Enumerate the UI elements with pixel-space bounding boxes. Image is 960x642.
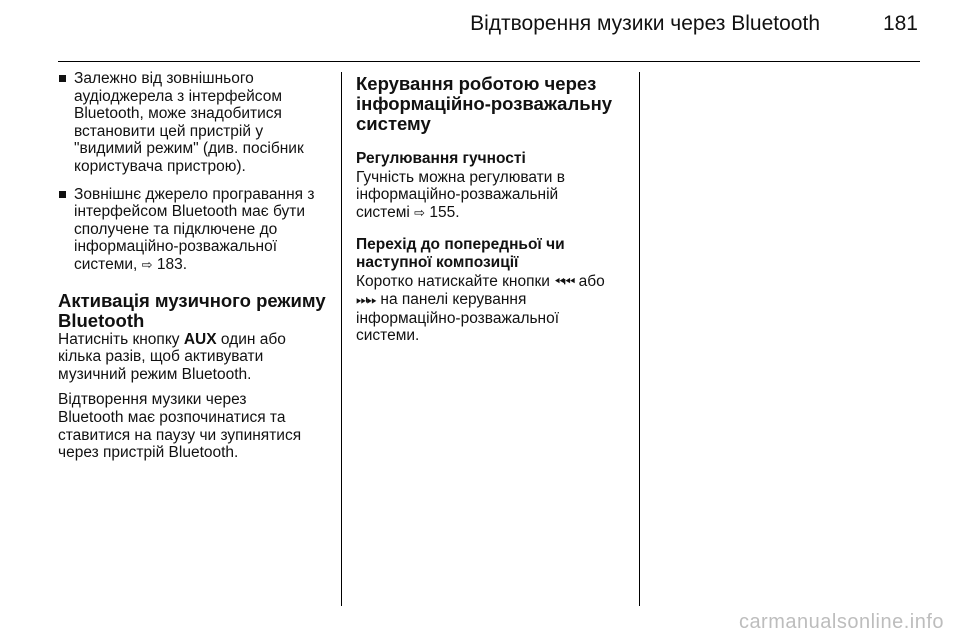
subheading-track: [356, 236, 628, 271]
text-line: інтерфейсом Bluetooth має бути: [74, 203, 306, 221]
column-divider-right: [639, 72, 640, 606]
text-line: [356, 273, 628, 292]
text-fragment: один або: [216, 330, 286, 348]
page-ref-link[interactable]: 155.: [425, 203, 460, 221]
previous-track-icon: ⏪︎⏮︎: [554, 274, 575, 290]
text-line: системи.: [356, 327, 420, 345]
text-line: сполучене та підключене до: [74, 220, 278, 238]
text-line: "видимий режим" (див. посібник: [74, 140, 304, 158]
text-line: ставитися на паузу чи зупинятися: [58, 426, 302, 444]
text-line: Відтворення музики через: [58, 391, 247, 409]
column-divider-left: [341, 72, 342, 606]
column-middle: [356, 70, 628, 353]
paragraph: [356, 169, 628, 223]
text-line: [356, 204, 628, 223]
text-line: інформаційно-розважальній: [356, 186, 559, 204]
section-heading-infotainment-control: [356, 74, 628, 134]
page-ref-link[interactable]: 183.: [152, 255, 188, 273]
heading-line: Bluetooth: [58, 309, 145, 331]
text-line: Зовнішнє джерело програвання з: [74, 185, 315, 203]
heading-line: систему: [356, 113, 431, 134]
text-line: [356, 291, 628, 310]
page-number: 181: [882, 12, 918, 35]
text-line: Bluetooth має розпочинатися та: [58, 408, 286, 426]
text-line: [74, 256, 338, 275]
heading-line: Перехід до попередньої чи: [356, 236, 565, 254]
text-line: встановити цей пристрій у: [74, 122, 264, 140]
text-line: Bluetooth, може знадобитися: [74, 105, 282, 123]
heading-line: Керування роботою через: [356, 73, 597, 94]
heading-line: інформаційно-розважальну: [356, 93, 613, 114]
heading-line: наступної композиції: [356, 253, 519, 271]
page-ref-arrow-icon: ⇨: [141, 257, 153, 273]
paragraph: [58, 391, 338, 461]
text-line: аудіоджерела з інтерфейсом: [74, 87, 282, 105]
column-left: [58, 70, 338, 470]
watermark: carmanualsonline.info: [738, 611, 944, 633]
bullet-item: [58, 70, 338, 176]
bullet-item: [58, 186, 338, 275]
text-line: кілька разів, щоб активувати: [58, 348, 264, 366]
text-line: користувача пристрою).: [74, 157, 246, 175]
text-fragment: Натисніть кнопку: [58, 330, 184, 348]
text-fragment: на панелі керування: [376, 291, 527, 309]
bullet-square-icon: [59, 75, 66, 82]
subheading-volume: Регулювання гучності: [356, 150, 526, 167]
section-heading-activate-bluetooth: [58, 291, 338, 331]
header-title: Відтворення музики через Bluetooth: [470, 12, 820, 35]
text-line: Гучність можна регулювати в: [356, 168, 565, 186]
paragraph: [58, 331, 338, 384]
paragraph: [356, 273, 628, 345]
header-rule: [58, 61, 920, 62]
text-line: інформаційно-розважальної: [356, 309, 560, 327]
text-fragment: або: [574, 272, 605, 290]
bullet-square-icon: [59, 191, 66, 198]
aux-button-label: AUX: [183, 330, 217, 348]
heading-line: Активація музичного режиму: [58, 289, 326, 311]
text-line: Залежно від зовнішнього: [74, 70, 254, 87]
text-line: через пристрій Bluetooth.: [58, 444, 239, 462]
next-track-icon: ⏭︎⏩︎: [356, 293, 377, 309]
text-line: інформаційно-розважальної: [74, 238, 278, 256]
text-fragment: системи,: [74, 255, 142, 273]
text-fragment: системі: [356, 203, 415, 221]
text-fragment: Коротко натискайте кнопки: [356, 272, 555, 290]
text-line: музичний режим Bluetooth.: [58, 365, 252, 383]
page-ref-arrow-icon: ⇨: [414, 205, 426, 221]
